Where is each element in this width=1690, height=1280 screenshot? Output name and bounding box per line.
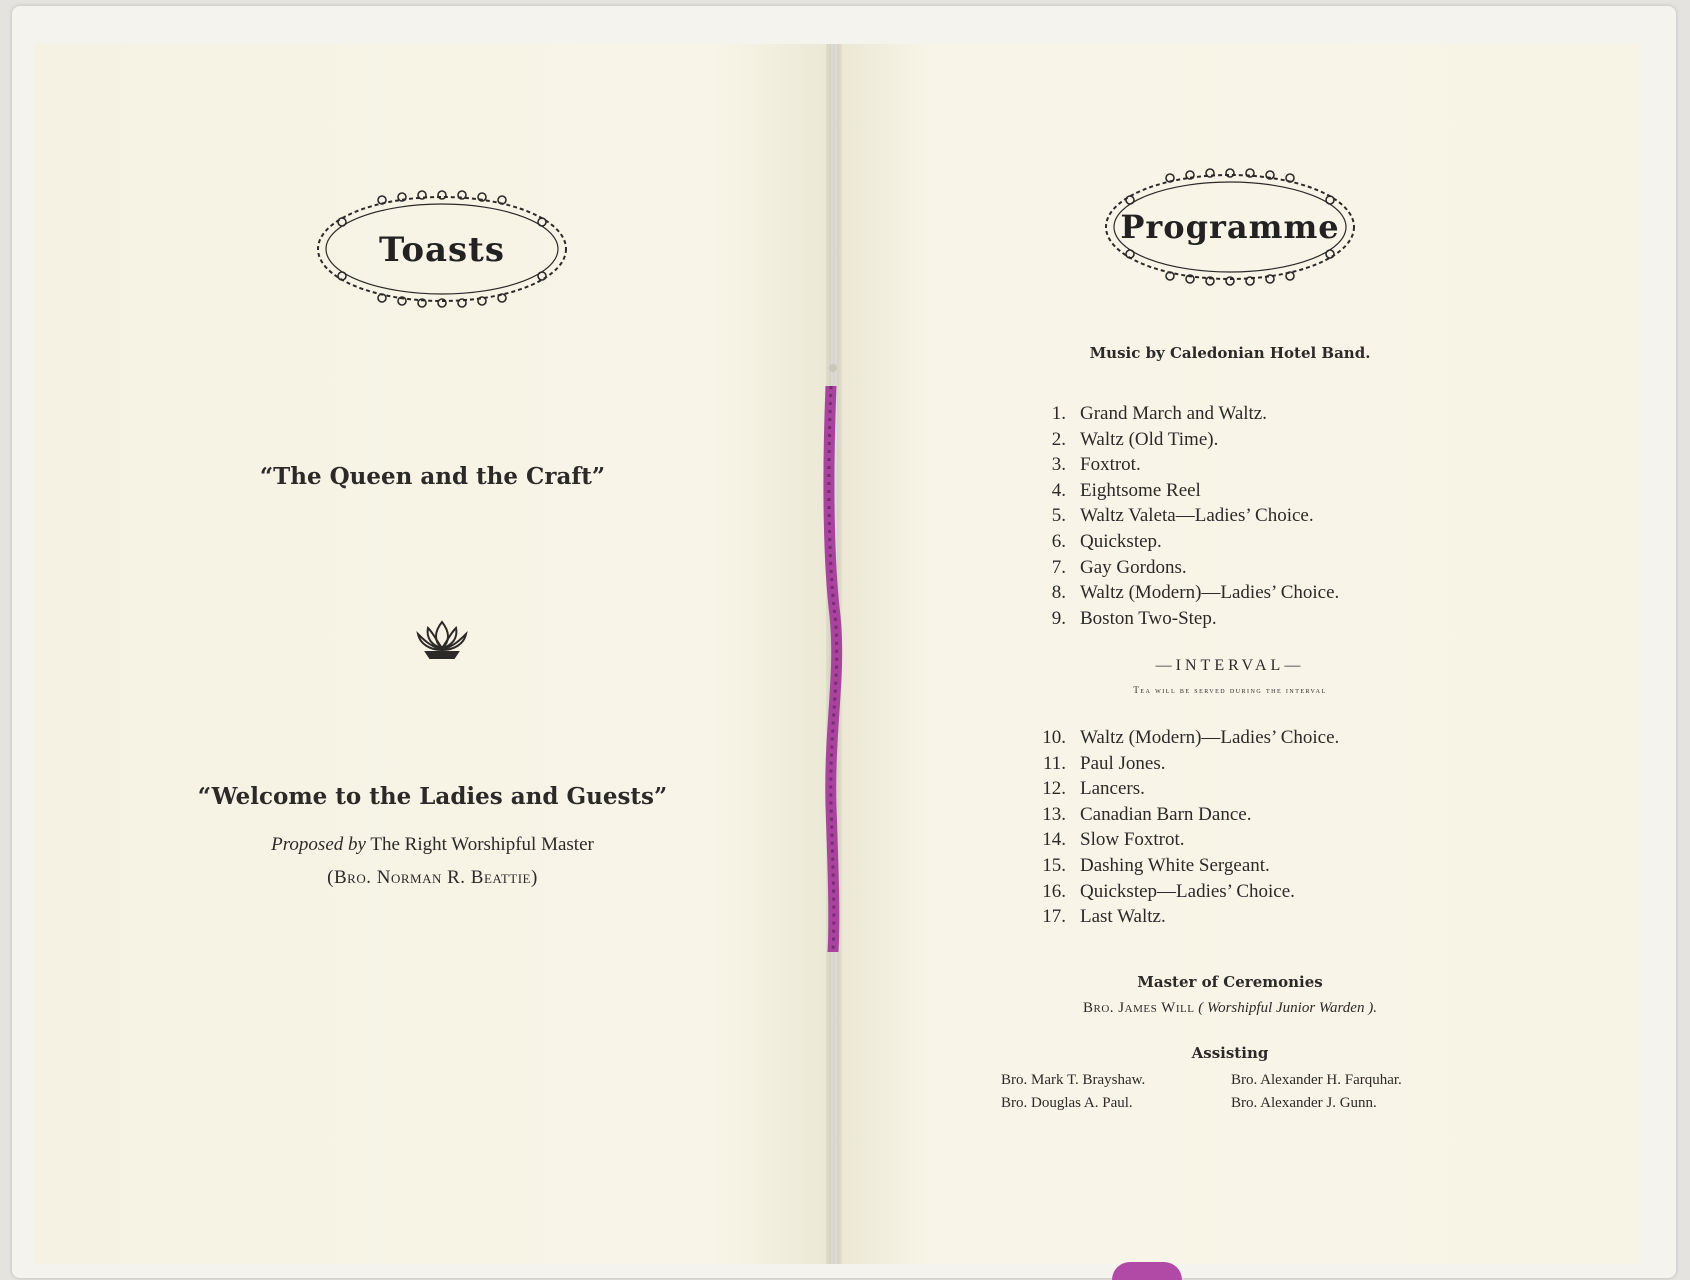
list-item: 1. Grand March and Waltz.	[1051, 403, 1267, 424]
list-item: 11. Paul Jones.	[1042, 752, 1166, 774]
moc-line	[980, 1000, 1480, 1017]
programme-list-part2	[1020, 725, 1339, 930]
proposed-line	[34, 834, 831, 856]
moc-name: Bro. James Will	[1083, 1000, 1195, 1016]
toasts-plaque	[312, 186, 572, 312]
list-item: 13. Canadian Barn Dance.	[1042, 803, 1252, 825]
list-item: 15. Dashing White Sergeant.	[1042, 854, 1270, 876]
list-item: 17. Last Waltz.	[1042, 906, 1166, 928]
list-item: Bro. Douglas A. Paul.	[1001, 1095, 1133, 1111]
list-item: 16. Quickstep—Ladies’ Choice.	[1042, 880, 1295, 902]
assisting-heading: Assisting	[1191, 1044, 1269, 1062]
interval-heading: —INTERVAL—	[1155, 657, 1305, 674]
list-item: 3. Foxtrot.	[1051, 454, 1141, 476]
list-item: 12. Lancers.	[1042, 778, 1145, 800]
proposed-label: Proposed by	[271, 834, 366, 855]
list-item: Bro. Alexander J. Gunn.	[1231, 1095, 1377, 1111]
list-item: Bro. Mark T. Brayshaw.	[1001, 1072, 1146, 1088]
programme-list-part1	[1020, 401, 1339, 631]
list-item: 8. Waltz (Modern)—Ladies’ Choice.	[1051, 582, 1340, 604]
assistants-right	[1231, 1069, 1402, 1115]
toasts-title: Toasts	[378, 230, 506, 270]
list-item: 4. Eightsome Reel	[1051, 479, 1201, 501]
toast-queen-and-craft: “The Queen and the Craft”	[259, 463, 606, 490]
assistants-left	[1001, 1069, 1145, 1115]
list-item: Bro. Alexander H. Farquhar.	[1231, 1072, 1402, 1088]
list-item: 9. Boston Two-Step.	[1051, 607, 1217, 629]
proposer: The Right Worshipful Master	[370, 834, 594, 855]
programme-title: Programme	[1120, 208, 1340, 246]
list-item: 7. Gay Gordons.	[1051, 556, 1187, 578]
list-item: 10. Waltz (Modern)—Ladies’ Choice.	[1042, 727, 1340, 748]
music-by: Music by Caledonian Hotel Band.	[1089, 344, 1371, 362]
list-item: 5. Waltz Valeta—Ladies’ Choice.	[1051, 505, 1314, 527]
proposer-name: (Bro. Norman R. Beattie)	[327, 867, 538, 888]
list-item: 2. Waltz (Old Time).	[1051, 428, 1219, 450]
list-item: 6. Quickstep.	[1051, 530, 1162, 552]
interval-note: Tea will be served during the interval	[1133, 685, 1327, 695]
moc-role: ( Worshipful Junior Warden ).	[1198, 1000, 1377, 1016]
binding-hole-top	[829, 364, 837, 372]
lotus-ornament-icon	[414, 618, 470, 660]
cord-tassel	[1112, 1262, 1182, 1280]
toast-ladies-and-guests: “Welcome to the Ladies and Guests”	[197, 783, 668, 810]
moc-heading: Master of Ceremonies	[1137, 973, 1323, 991]
list-item: 14. Slow Foxtrot.	[1042, 829, 1185, 851]
purple-cord	[823, 386, 843, 952]
programme-plaque	[1100, 164, 1360, 290]
